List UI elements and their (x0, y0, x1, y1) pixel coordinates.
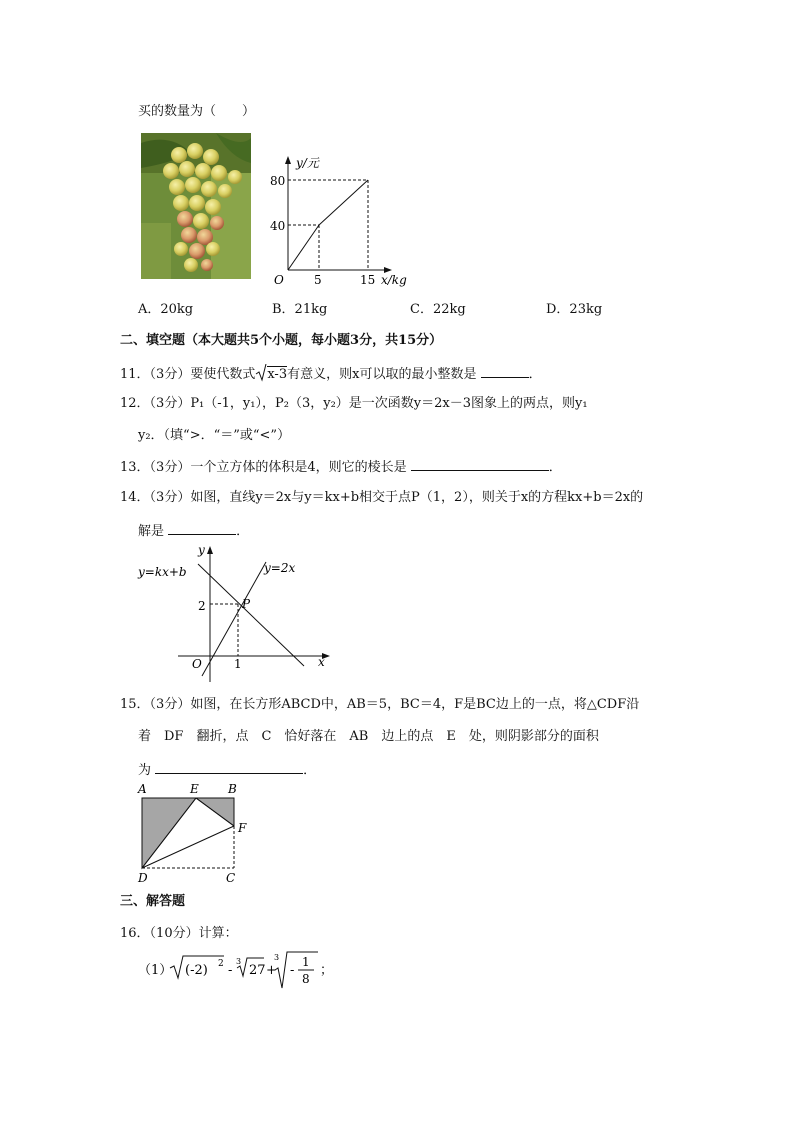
q10-graph (268, 152, 418, 292)
q16-expression-svg (138, 952, 338, 992)
option-c: C．22kg (410, 302, 466, 317)
q12-line1: 12．（3分）P₁（-1，y₁），P₂（3，y₂）是一次函数y＝2x－3图象上的两点，则y₁ (120, 396, 588, 411)
label-2x: y=2x (264, 561, 296, 575)
section2-heading: 二、填空题（本大题共5个小题，每小题3分，共15分） (120, 333, 443, 348)
line-kxb (198, 564, 304, 666)
q16-plus: + (266, 963, 277, 978)
q10-ytick-80: 80 (270, 174, 286, 188)
q10-stem-tail: 买的数量为（ ） (138, 104, 256, 119)
q16-end: ； (320, 963, 334, 978)
q16-cbrt-inner: 27 (249, 963, 266, 978)
label-c: C (226, 871, 236, 885)
q16-frac-sign: - (290, 963, 295, 978)
option-a: A．20kg (138, 302, 194, 317)
q15-line2: 着 DF 翻折，点 C 恰好落在 AB 边上的点 E 处，则阴影部分的面积 (138, 729, 599, 744)
q11-suffix: 有意义，则x可以取的最小整数是 (287, 367, 477, 382)
q10-y-label: y/元 (296, 156, 319, 170)
q16-cbrt-index-1: 3 (236, 957, 242, 966)
grapes-photo (141, 133, 251, 279)
q14-y-axis-label: y (198, 543, 205, 557)
q14-ytick-2: 2 (198, 599, 206, 613)
q14-origin: O (192, 657, 202, 671)
q14-x-axis-label: x (318, 655, 325, 669)
q16-minus: - (228, 963, 233, 978)
q14-answer-blank[interactable] (168, 522, 236, 535)
label-d: D (138, 871, 148, 885)
q16-frac-num: 1 (302, 955, 310, 969)
q11: 11．（3分）要使代数式 x-3有意义，则x可以取的最小整数是 ． (120, 364, 542, 383)
q13-answer-blank[interactable] (411, 458, 549, 471)
q16-sqrt-inner: (-2) (185, 963, 208, 978)
q10-xtick-5: 5 (314, 273, 322, 287)
q16-cbrt-index-2: 3 (274, 953, 280, 962)
label-kxb: y=kx+b (138, 565, 187, 579)
label-a: A (138, 782, 147, 796)
q16-text: 16．（10分）计算： (120, 926, 238, 941)
option-d: D．23kg (546, 302, 603, 317)
q10-origin: O (274, 273, 284, 287)
segment-2 (319, 180, 368, 225)
point-p-label: P (242, 597, 251, 611)
q16-part1-expression (138, 952, 338, 990)
q10-ytick-40: 40 (270, 219, 286, 233)
q11-answer-blank[interactable] (481, 365, 529, 378)
segment-1 (288, 225, 319, 270)
q14-graph (136, 542, 336, 687)
q12-line2: y₂．（填“>．“＝”或“<”） (138, 428, 291, 443)
q16-frac-den: 8 (302, 972, 310, 986)
q11-radicand: x-3 (267, 367, 288, 382)
q11-prefix: 11．（3分）要使代数式 (120, 367, 256, 382)
q14-line2: 解是 ． (138, 524, 250, 539)
sqrt-expression (255, 364, 287, 383)
q13-text: 13．（3分）一个立方体的体积是4，则它的棱长是 (120, 460, 407, 475)
q15-rectangle-figure (134, 780, 254, 890)
q15-line1: 15．（3分）如图，在长方形ABCD中，AB＝5，BC＝4，F是BC边上的一点，将△CDF沿 (120, 697, 640, 712)
q10-x-label: x/kg (381, 273, 407, 287)
option-b: B．21kg (272, 302, 328, 317)
q10-xtick-15: 15 (360, 273, 376, 287)
label-e: E (190, 782, 199, 796)
q16-exponent: 2 (218, 959, 224, 969)
q16-part1-label: （1） (138, 963, 173, 978)
q14-xtick-1: 1 (234, 657, 242, 671)
label-b: B (228, 782, 237, 796)
section3-heading: 三、解答题 (120, 894, 186, 909)
q13: 13．（3分）一个立方体的体积是4，则它的棱长是 ． (120, 460, 562, 475)
q14-line1: 14．（3分）如图，直线y＝2x与y＝kx+b相交于点P（1，2），则关于x的方程kx+b＝2x的 (120, 490, 644, 505)
q15-line3: 为 ． (138, 763, 317, 778)
label-f: F (238, 821, 247, 835)
q15-answer-blank[interactable] (155, 761, 303, 774)
